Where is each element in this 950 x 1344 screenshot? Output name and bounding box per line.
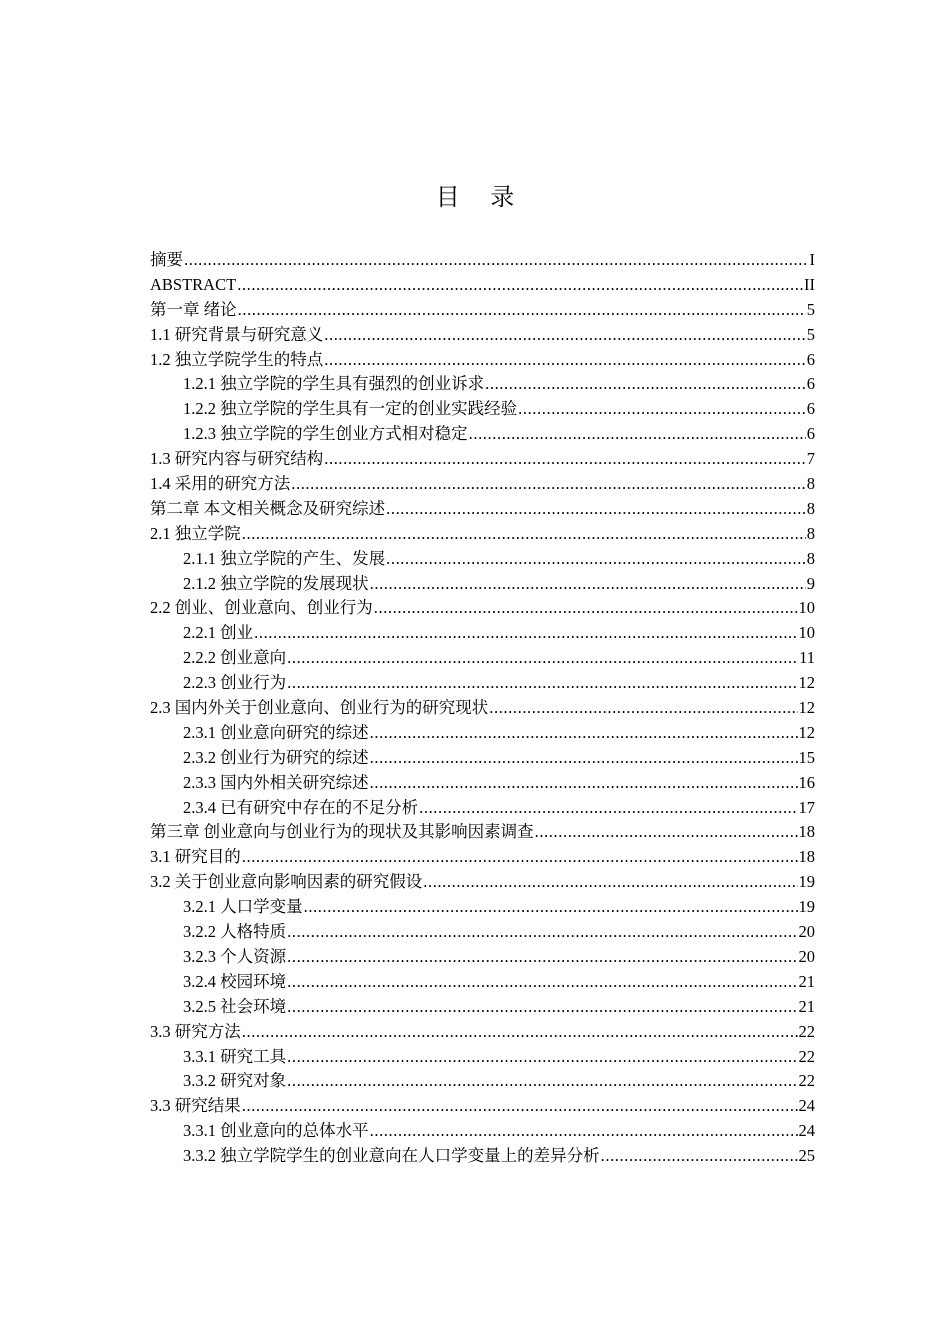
toc-entry[interactable] [150,820,815,845]
toc-entry[interactable] [150,447,815,472]
dot-leader [287,945,797,970]
toc-entry[interactable] [150,1119,815,1144]
toc-entry[interactable] [150,422,815,447]
toc-entry-title: 2.3 国内外关于创业意向、创业行为的研究现状 [150,698,489,718]
dot-leader [287,970,797,995]
dot-leader [485,372,806,397]
toc-entry-title: 3.3.2 研究对象 [183,1071,287,1091]
dot-leader [237,273,803,298]
toc-entry[interactable] [150,970,815,995]
toc-entry-title: 3.3 研究方法 [150,1021,241,1041]
toc-entry-page-number: 17 [798,797,815,817]
toc-entry-page-number: 22 [798,1046,815,1066]
dot-leader [518,397,806,422]
toc-entry[interactable] [150,845,815,870]
toc-entry-title: 3.1 研究目的 [150,847,241,867]
toc-entry-page-number: 6 [806,424,815,444]
dot-leader [489,696,797,721]
dot-leader [324,348,806,373]
toc-entry-title: 1.2 独立学院学生的特点 [150,349,324,369]
toc-entry-page-number: 19 [798,897,815,917]
dot-leader [287,646,798,671]
toc-entry[interactable] [150,298,815,323]
toc-entry[interactable] [150,1144,815,1169]
toc-entry-title: 3.2.2 人格特质 [183,922,287,942]
toc-entry-page-number: 6 [806,399,815,419]
toc-entry[interactable] [150,397,815,422]
toc-entry-title: 2.2.3 创业行为 [183,673,287,693]
dot-leader [242,845,798,870]
toc-entry-title: 2.3.3 国内外相关研究综述 [183,772,369,792]
toc-entry-page-number: 8 [806,474,815,494]
dot-leader [370,1119,798,1144]
toc-entry-title: 2.3.2 创业行为研究的综述 [183,747,369,767]
toc-entry[interactable] [150,696,815,721]
toc-entry-page-number: 10 [798,598,815,618]
toc-entry-title: 第三章 创业意向与创业行为的现状及其影响因素调查 [150,822,534,842]
toc-entry[interactable] [150,945,815,970]
toc-entry-title: 第二章 本文相关概念及研究综述 [150,498,386,518]
toc-entry-page-number: 20 [798,946,815,966]
table-of-contents [150,248,815,1169]
toc-entry-title: 第一章 绪论 [150,299,237,319]
toc-entry-page-number: 9 [806,573,815,593]
toc-entry-page-number: 5 [806,324,815,344]
dot-leader [374,596,798,621]
toc-entry-page-number: 8 [806,523,815,543]
toc-entry-page-number: 22 [798,1071,815,1091]
toc-entry-title: 1.3 研究内容与研究结构 [150,449,324,469]
dot-leader [423,870,797,895]
toc-entry-title: 1.4 采用的研究方法 [150,474,291,494]
toc-entry-title: 1.1 研究背景与研究意义 [150,324,324,344]
dot-leader [370,771,798,796]
dot-leader [242,1020,798,1045]
toc-entry-page-number: 25 [798,1146,815,1166]
toc-entry-page-number: 11 [799,648,815,668]
toc-entry-page-number: 6 [806,349,815,369]
toc-entry[interactable] [150,572,815,597]
toc-entry[interactable] [150,273,815,298]
toc-entry[interactable] [150,348,815,373]
toc-entry-page-number: 24 [798,1121,815,1141]
toc-entry-page-number: 21 [798,971,815,991]
toc-entry[interactable] [150,920,815,945]
dot-leader [287,995,797,1020]
toc-entry-title: 2.3.4 已有研究中存在的不足分析 [183,797,419,817]
toc-entry-title: 3.2.5 社会环境 [183,996,287,1016]
dot-leader [254,621,797,646]
toc-entry[interactable] [150,1020,815,1045]
toc-title: 目 录 [435,183,515,211]
dot-leader [287,671,797,696]
dot-leader [386,497,806,522]
dot-leader [535,820,798,845]
toc-entry-page-number: 15 [798,747,815,767]
toc-entry-title: 1.2.1 独立学院的学生具有强烈的创业诉求 [183,374,485,394]
toc-entry-page-number: 19 [798,872,815,892]
dot-leader [287,1069,797,1094]
dot-leader [419,796,797,821]
toc-entry[interactable] [150,1045,815,1070]
toc-entry-page-number: 6 [806,374,815,394]
toc-entry-title: 3.2.3 个人资源 [183,946,287,966]
toc-entry-title: 1.2.3 独立学院的学生创业方式相对稳定 [183,424,468,444]
toc-entry[interactable] [150,248,815,273]
toc-entry-page-number: 5 [806,299,815,319]
toc-entry[interactable] [150,995,815,1020]
dot-leader [291,472,806,497]
toc-entry[interactable] [150,621,815,646]
toc-entry-page-number: 7 [806,449,815,469]
toc-entry[interactable] [150,472,815,497]
dot-leader [370,721,798,746]
dot-leader [386,547,806,572]
toc-entry-page-number: 12 [798,722,815,742]
toc-entry-page-number: 21 [798,996,815,1016]
toc-entry-page-number: 18 [798,822,815,842]
toc-entry-title: 3.2 关于创业意向影响因素的研究假设 [150,872,423,892]
toc-entry-title: 3.2.1 人口学变量 [183,897,303,917]
toc-entry-title: 摘要 [150,250,183,269]
toc-entry-title: 2.2.2 创业意向 [183,648,287,668]
dot-leader [287,920,797,945]
toc-entry[interactable] [150,372,815,397]
toc-entry[interactable] [150,522,815,547]
toc-entry-page-number: 18 [798,847,815,867]
toc-entry-title: 1.2.2 独立学院的学生具有一定的创业实践经验 [183,399,518,419]
dot-leader [242,522,806,547]
toc-entry-title: 2.2 创业、创业意向、创业行为 [150,598,373,618]
dot-leader [370,746,798,771]
toc-entry-page-number: 24 [798,1096,815,1116]
toc-entry-page-number: 12 [798,673,815,693]
toc-entry-page-number: 8 [806,548,815,568]
toc-entry-title: 3.3.2 独立学院学生的创业意向在人口学变量上的差异分析 [183,1146,600,1166]
dot-leader [287,1045,797,1070]
toc-entry[interactable] [150,1069,815,1094]
toc-entry[interactable] [150,671,815,696]
toc-entry-title: 3.2.4 校园环境 [183,971,287,991]
dot-leader [304,895,798,920]
toc-entry-page-number: 10 [798,623,815,643]
toc-entry[interactable] [150,497,815,522]
toc-entry[interactable] [150,870,815,895]
toc-entry[interactable] [150,721,815,746]
dot-leader [601,1144,798,1169]
dot-leader [324,447,806,472]
toc-entry-title: 2.3.1 创业意向研究的综述 [183,722,369,742]
dot-leader [370,572,806,597]
toc-entry-title: 2.2.1 创业 [183,623,254,643]
toc-entry[interactable] [150,596,815,621]
dot-leader [324,323,806,348]
toc-entry[interactable] [150,746,815,771]
toc-entry[interactable] [150,895,815,920]
toc-entry-title: ABSTRACT [150,274,237,294]
dot-leader [184,248,809,273]
toc-entry-page-number: 20 [798,922,815,942]
toc-entry[interactable] [150,771,815,796]
toc-entry-title: 2.1.1 独立学院的产生、发展 [183,548,386,568]
toc-entry-page-number: I [809,250,815,269]
toc-entry[interactable] [150,547,815,572]
toc-entry-title: 3.3 研究结果 [150,1096,241,1116]
toc-entry[interactable] [150,323,815,348]
toc-entry-page-number: 22 [798,1021,815,1041]
toc-entry[interactable] [150,796,815,821]
toc-entry-title: 3.3.1 研究工具 [183,1046,287,1066]
toc-entry[interactable] [150,646,815,671]
toc-entry-title: 3.3.1 创业意向的总体水平 [183,1121,369,1141]
toc-entry-page-number: 8 [806,498,815,518]
toc-entry[interactable] [150,1094,815,1119]
toc-entry-page-number: II [804,274,815,294]
toc-entry-page-number: 12 [798,698,815,718]
dot-leader [238,298,806,323]
dot-leader [469,422,806,447]
toc-entry-title: 2.1.2 独立学院的发展现状 [183,573,369,593]
toc-entry-title: 2.1 独立学院 [150,523,241,543]
dot-leader [242,1094,798,1119]
toc-entry-page-number: 16 [798,772,815,792]
